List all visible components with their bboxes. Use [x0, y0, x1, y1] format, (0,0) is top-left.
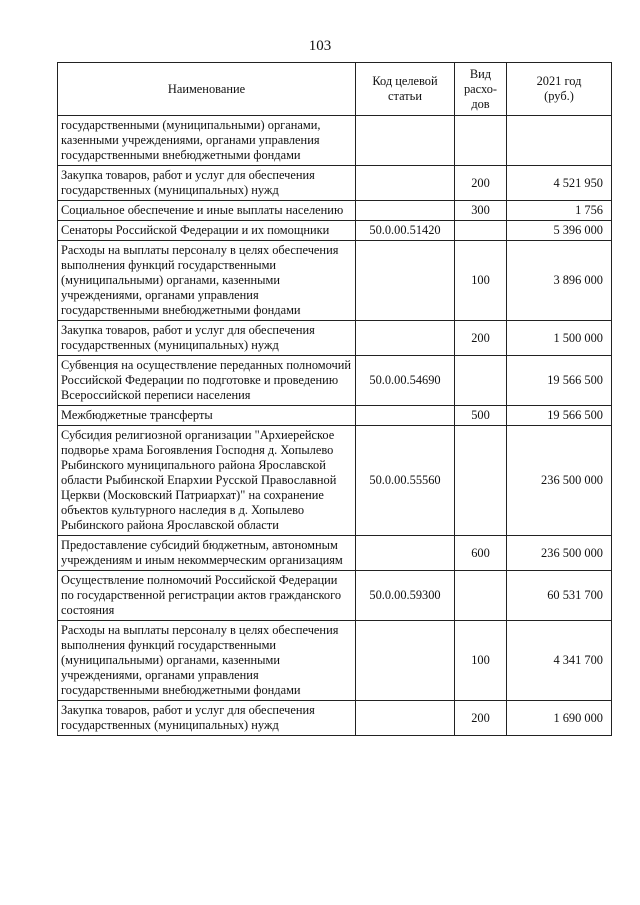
row-amount: 1 500 000: [507, 321, 612, 356]
row-name: государственными (муниципальными) органами, казенными учреждениями, органами управления государственными внебюджетными фондами: [58, 116, 356, 166]
table-row: [58, 201, 612, 221]
row-type: [455, 571, 507, 621]
header-name-label: Наименование: [167, 81, 246, 96]
header-name: [58, 63, 356, 116]
table-row: [58, 116, 612, 166]
row-name: Закупка товаров, работ и услуг для обеспечения государственных (муниципальных) нужд: [58, 701, 356, 736]
row-amount: 19 566 500: [507, 406, 612, 426]
row-amount: 19 566 500: [507, 356, 612, 406]
header-code: [356, 63, 455, 116]
row-code: [356, 536, 455, 571]
row-amount: 4 521 950: [507, 166, 612, 201]
row-name: Расходы на выплаты персоналу в целях обеспечения выполнения функций государственными (муниципальными) органами, казенными учреждениями, органами управления государственными внебюджетными фондами: [58, 241, 356, 321]
table-row: [58, 166, 612, 201]
table-row: [58, 426, 612, 536]
row-amount: 4 341 700: [507, 621, 612, 701]
header-type-line2: расхо-: [463, 81, 498, 96]
table-row: [58, 621, 612, 701]
row-name: Субсидия религиозной организации "Архиерейское подворье храма Богоявления Господня д. Хопылево Рыбинского муниципального района Ярославской области Рыбинской Епархии Русской Православной Церкви (Московский Патриархат)" на сохранение объектов культурного наследия в д. Хопылево Рыбинского района Ярославской области: [58, 426, 356, 536]
table-row: [58, 701, 612, 736]
header-code-line1: Код целевой: [372, 74, 438, 88]
row-amount: 60 531 700: [507, 571, 612, 621]
row-type: 300: [455, 201, 507, 221]
row-code: [356, 241, 455, 321]
row-code: 50.0.00.54690: [356, 356, 455, 406]
header-amount-line1: 2021 год: [536, 74, 582, 88]
row-amount: 236 500 000: [507, 536, 612, 571]
header-type-line3: дов: [471, 96, 490, 111]
row-amount: 1 756: [507, 201, 612, 221]
header-amount: [507, 63, 612, 116]
budget-table: [57, 62, 612, 736]
row-type: [455, 426, 507, 536]
row-code: [356, 406, 455, 426]
header-amount-line2: (руб.): [544, 89, 574, 103]
table-row: [58, 321, 612, 356]
row-type: [455, 116, 507, 166]
row-code: 50.0.00.55560: [356, 426, 455, 536]
table-header-row: [58, 63, 612, 116]
row-code: 50.0.00.51420: [356, 221, 455, 241]
row-name: Субвенция на осуществление переданных полномочий Российской Федерации по подготовке и проведению Всероссийской переписи населения: [58, 356, 356, 406]
row-type: 600: [455, 536, 507, 571]
row-type: 100: [455, 241, 507, 321]
row-name: Сенаторы Российской Федерации и их помощники: [58, 221, 356, 241]
header-code-line2: статьи: [388, 89, 422, 103]
table-row: [58, 221, 612, 241]
header-type-line1: Вид: [469, 66, 492, 81]
row-amount: 1 690 000: [507, 701, 612, 736]
table-row: [58, 406, 612, 426]
row-type: 100: [455, 621, 507, 701]
row-name: Закупка товаров, работ и услуг для обеспечения государственных (муниципальных) нужд: [58, 321, 356, 356]
row-name: Осуществление полномочий Российской Федерации по государственной регистрации актов гражданского состояния: [58, 571, 356, 621]
table-row: [58, 571, 612, 621]
row-code: [356, 116, 455, 166]
header-type: [455, 63, 507, 116]
table-row: [58, 536, 612, 571]
row-type: 200: [455, 166, 507, 201]
row-code: [356, 701, 455, 736]
row-name: Предоставление субсидий бюджетным, автономным учреждениям и иным некоммерческим организациям: [58, 536, 356, 571]
row-name: Расходы на выплаты персоналу в целях обеспечения выполнения функций государственными (муниципальными) органами, казенными учреждениями, органами управления государственными внебюджетными фондами: [58, 621, 356, 701]
row-name: Социальное обеспечение и иные выплаты населению: [58, 201, 356, 221]
row-code: [356, 166, 455, 201]
row-code: [356, 201, 455, 221]
table-row: [58, 356, 612, 406]
row-type: [455, 356, 507, 406]
row-code: [356, 621, 455, 701]
row-type: 500: [455, 406, 507, 426]
row-type: 200: [455, 701, 507, 736]
row-amount: 236 500 000: [507, 426, 612, 536]
row-code: [356, 321, 455, 356]
row-amount: [507, 116, 612, 166]
table-row: [58, 241, 612, 321]
row-name: Межбюджетные трансферты: [58, 406, 356, 426]
page-number: 103: [308, 38, 332, 54]
row-code: 50.0.00.59300: [356, 571, 455, 621]
row-name: Закупка товаров, работ и услуг для обеспечения государственных (муниципальных) нужд: [58, 166, 356, 201]
row-type: 200: [455, 321, 507, 356]
row-amount: 5 396 000: [507, 221, 612, 241]
row-amount: 3 896 000: [507, 241, 612, 321]
row-type: [455, 221, 507, 241]
